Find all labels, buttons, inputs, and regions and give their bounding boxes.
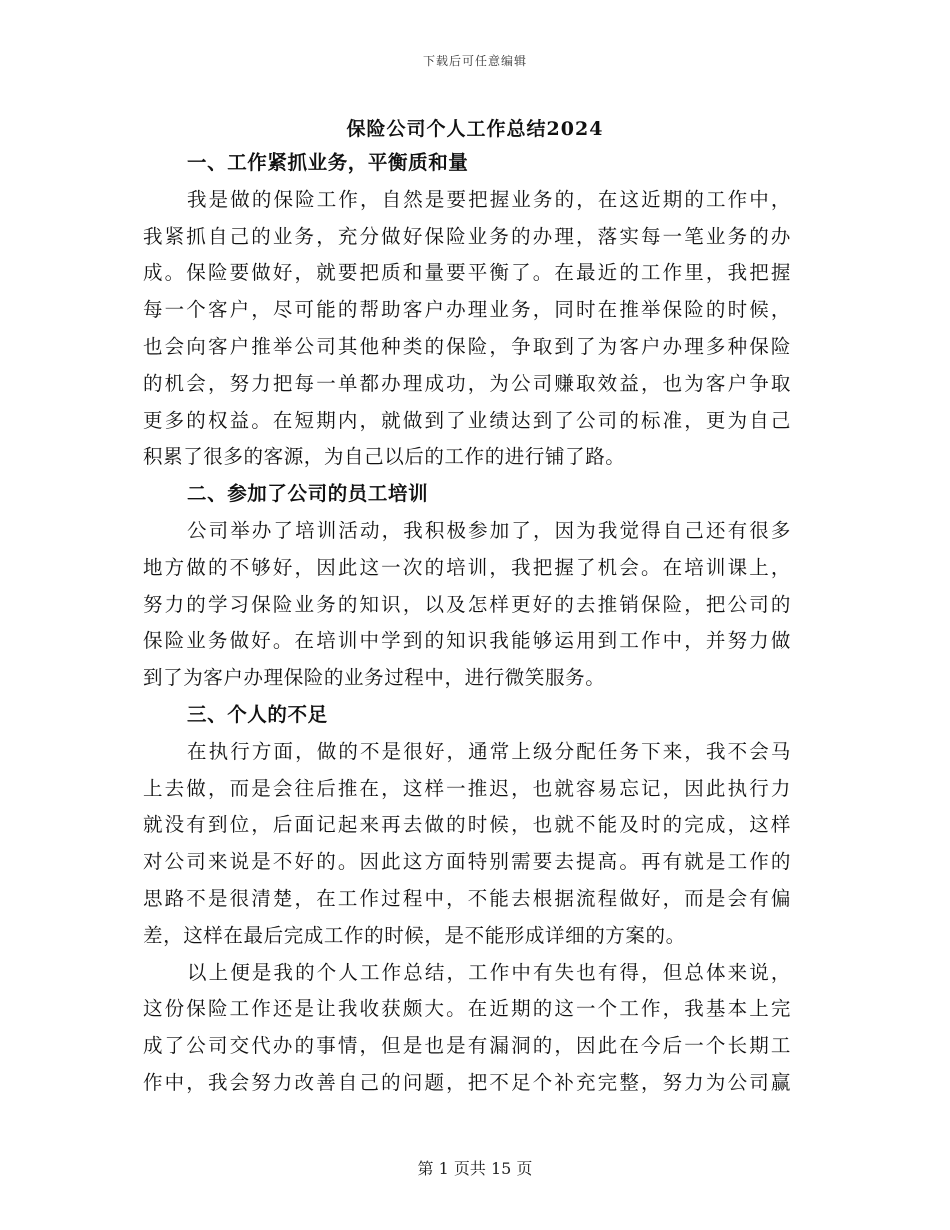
paragraph-line: 我紧抓自己的业务，充分做好保险业务的办理，落实每一笔业务的办 <box>143 224 791 248</box>
paragraph-line: 我是做的保险工作，自然是要把握业务的，在这近期的工作中， <box>187 187 791 211</box>
paragraph-line: 思路不是很清楚，在工作过程中，不能去根据流程做好，而是会有偏 <box>143 886 791 910</box>
paragraph-line: 也会向客户推举公司其他种类的保险，争取到了为客户办理多种保险 <box>143 334 791 358</box>
section-heading: 一、工作紧抓业务，平衡质和量 <box>187 151 469 174</box>
section-heading: 三、个人的不足 <box>187 702 328 726</box>
paragraph-line: 就没有到位，后面记起来再去做的时候，也就不能及时的完成，这样 <box>143 813 791 837</box>
paragraph-line: 的机会，努力把每一单都办理成功，为公司赚取效益，也为客户争取 <box>143 371 791 395</box>
paragraph-line: 更多的权益。在短期内，就做到了业绩达到了公司的标准，更为自己 <box>143 408 791 432</box>
section-heading: 二、参加了公司的员工培训 <box>187 482 429 506</box>
paragraph-line: 每一个客户，尽可能的帮助客户办理业务，同时在推举保险的时候， <box>143 298 791 322</box>
paragraph-line: 积累了很多的客源，为自己以后的工作的进行铺了路。 <box>143 445 626 469</box>
paragraph-line: 成。保险要做好，就要把质和量要平衡了。在最近的工作里，我把握 <box>143 261 791 285</box>
conclusion-line: 以上便是我的个人工作总结，工作中有失也有得，但总体来说， <box>187 960 791 984</box>
page-number: 第 1 页共 15 页 <box>417 1159 533 1178</box>
paragraph-line: 公司举办了培训活动，我积极参加了，因为我觉得自己还有很多 <box>187 518 791 542</box>
paragraph-line: 到了为客户办理保险的业务过程中，进行微笑服务。 <box>143 666 606 690</box>
paragraph-line: 在执行方面，做的不是很好，通常上级分配任务下来，我不会马 <box>187 739 791 763</box>
conclusion-line: 这份保险工作还是让我收获颇大。在近期的这一个工作，我基本上完 <box>143 997 791 1021</box>
paragraph-line: 差，这样在最后完成工作的时候，是不能形成详细的方案的。 <box>143 923 686 947</box>
conclusion-line: 成了公司交代办的事情，但是也是有漏洞的，因此在今后一个长期工 <box>143 1034 791 1058</box>
paragraph-line: 努力的学习保险业务的知识，以及怎样更好的去推销保险，把公司的 <box>143 592 791 616</box>
paragraph-line: 上去做，而是会往后推在，这样一推迟，也就容易忘记，因此执行力 <box>143 776 791 800</box>
page-header: 下载后可任意编辑 <box>422 54 527 68</box>
paragraph-line: 地方做的不够好，因此这一次的培训，我把握了机会。在培训课上， <box>143 555 791 579</box>
conclusion-line: 作中，我会努力改善自己的问题，把不足个补充完整，努力为公司赢 <box>143 1070 791 1094</box>
paragraph-line: 保险业务做好。在培训中学到的知识我能够运用到工作中，并努力做 <box>143 629 791 653</box>
document-title: 保险公司个人工作总结2024 <box>346 118 604 140</box>
paragraph-line: 对公司来说是不好的。因此这方面特别需要去提高。再有就是工作的 <box>143 850 791 874</box>
document-body <box>143 145 791 1102</box>
